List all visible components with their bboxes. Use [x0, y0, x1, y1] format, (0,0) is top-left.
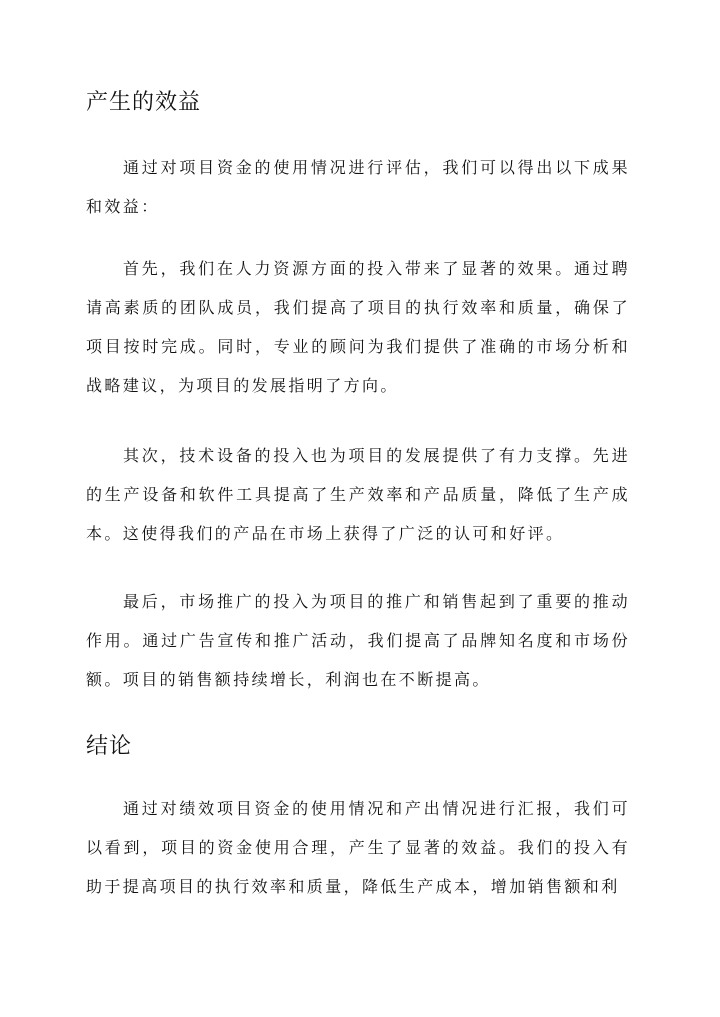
paragraph-conclusion: 通过对绩效项目资金的使用情况和产出情况进行汇报，我们可以看到，项目的资金使用合理，产生了显著的效益。我们的投入有助于提高项目的执行效率和质量，降低生产成本，增加销售额和利: [86, 799, 630, 896]
paragraph-technical-equipment: 其次，技术设备的投入也为项目的发展提供了有力支撑。先进的生产设备和软件工具提高了生产效率和产品质量，降低了生产成本。这使得我们的产品在市场上获得了广泛的认可和好评。: [86, 446, 630, 543]
paragraph-marketing: 最后，市场推广的投入为项目的推广和销售起到了重要的推动作用。通过广告宣传和推广活动，我们提高了品牌知名度和市场份额。项目的销售额持续增长，利润也在不断提高。: [86, 592, 630, 689]
section-heading-benefits: 产生的效益: [86, 90, 202, 115]
section-heading-conclusion: 结论: [86, 734, 133, 759]
paragraph-human-resources: 首先，我们在人力资源方面的投入带来了显著的效果。通过聘请高素质的团队成员，我们提高了项目的执行效率和质量，确保了项目按时完成。同时，专业的顾问为我们提供了准确的市场分析和战略建议，为项目的发展指明了方向。: [86, 259, 630, 395]
paragraph-intro: 通过对项目资金的使用情况进行评估，我们可以得出以下成果和效益：: [86, 158, 630, 216]
